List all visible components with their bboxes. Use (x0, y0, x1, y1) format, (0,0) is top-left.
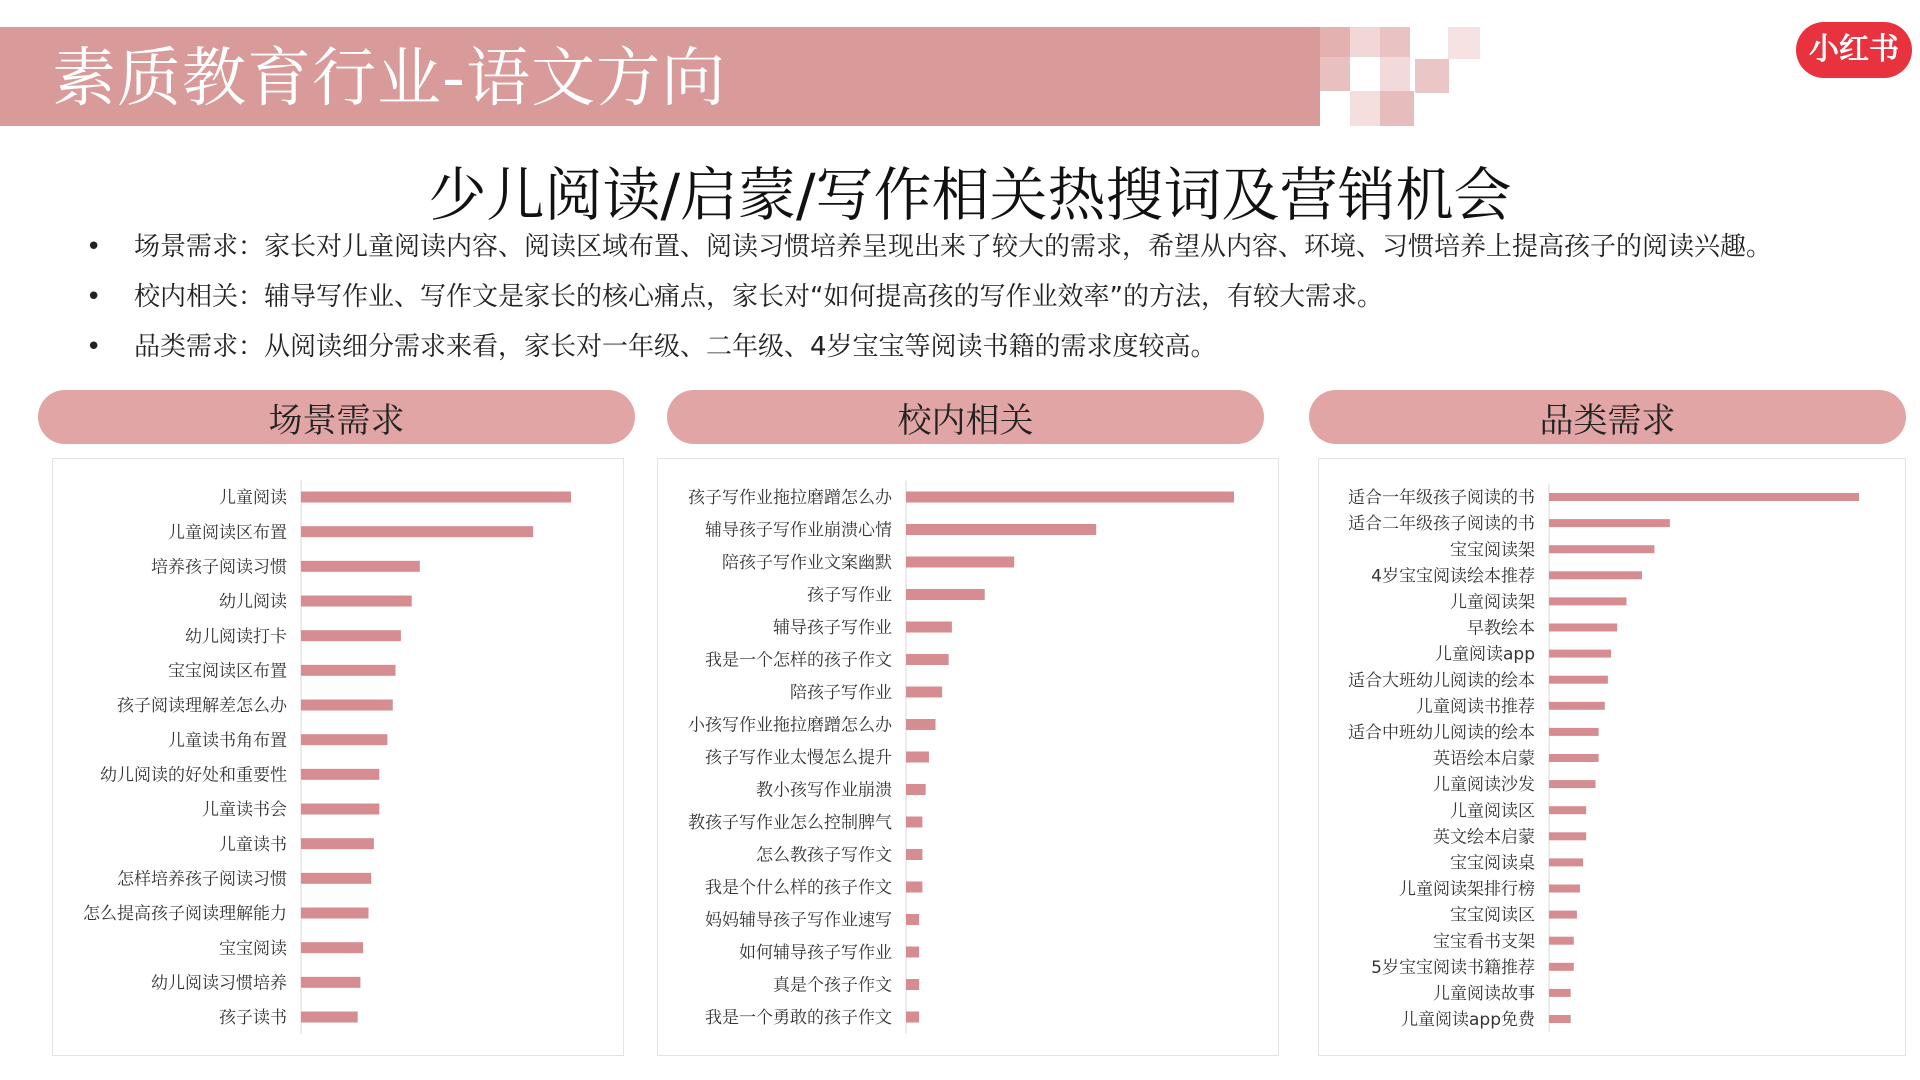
category-label: 5岁宝宝阅读书籍推荐 (1371, 957, 1535, 978)
bar (906, 654, 949, 665)
category-label: 儿童阅读故事 (1433, 984, 1535, 1005)
chart-panel-scene (52, 458, 624, 1056)
bar (301, 769, 379, 780)
bar (1549, 963, 1574, 971)
bar (906, 849, 922, 860)
decor-square (1380, 91, 1414, 126)
category-label: 如何辅导孩子写作业 (739, 943, 892, 964)
bar (301, 630, 401, 641)
category-label: 孩子写作业太慢怎么提升 (705, 748, 892, 769)
bar (1549, 989, 1571, 997)
bar-chart-school (658, 459, 1278, 1055)
bar (301, 492, 571, 503)
category-label: 宝宝看书支架 (1433, 931, 1535, 952)
bar-chart-scene (53, 459, 623, 1055)
category-label: 适合中班幼儿阅读的绘本 (1348, 723, 1535, 744)
category-label: 教孩子写作业怎么控制脾气 (688, 813, 892, 834)
section-pill-category (1309, 390, 1906, 444)
category-label: 幼儿阅读打卡 (185, 626, 287, 647)
bar (301, 734, 387, 745)
bar (1549, 493, 1859, 501)
decor-square (1380, 57, 1410, 91)
bar (906, 947, 919, 958)
category-label: 小孩写作业拖拉磨蹭怎么办 (688, 715, 892, 736)
chart-panel-school (657, 458, 1279, 1056)
bar-chart-category (1319, 459, 1905, 1055)
category-label: 早教绘本 (1467, 618, 1535, 639)
category-label: 陪孩子写作业 (790, 683, 892, 704)
category-label: 孩子阅读理解差怎么办 (117, 696, 287, 717)
category-label: 儿童读书角布置 (168, 730, 287, 751)
bullet-item (86, 272, 1876, 322)
page-header-title: 素质教育行业-语文方向 (52, 42, 727, 116)
bar (301, 804, 379, 815)
bar (906, 752, 929, 763)
bar (1549, 1015, 1571, 1023)
category-label: 陪孩子写作业文案幽默 (722, 553, 892, 574)
category-label: 怎样培养孩子阅读习惯 (117, 869, 287, 890)
bar (906, 719, 936, 730)
bullet-list (86, 222, 1876, 372)
bar (1549, 702, 1605, 710)
bar (906, 979, 919, 990)
bar (1549, 780, 1596, 788)
decor-square (1350, 27, 1380, 57)
bullet-item (86, 322, 1876, 372)
category-label: 宝宝阅读架 (1450, 540, 1535, 561)
section-title-category: 品类需求 (1539, 401, 1676, 441)
category-label: 儿童阅读app免费 (1401, 1010, 1535, 1031)
chart-panel-category (1318, 458, 1906, 1056)
bar (1549, 519, 1670, 527)
category-label: 宝宝阅读区布置 (168, 661, 287, 682)
category-label: 真是个孩子作文 (773, 975, 892, 996)
section-title-scene: 场景需求 (268, 401, 405, 441)
bar (906, 817, 922, 828)
category-label: 宝宝阅读区 (1450, 905, 1535, 926)
bullet-dot: • (86, 232, 102, 262)
category-label: 儿童阅读app (1435, 644, 1535, 665)
section-title-school: 校内相关 (897, 401, 1034, 441)
category-label: 我是个什么样的孩子作文 (705, 878, 892, 899)
main-title: 少儿阅读/启蒙/写作相关热搜词及营销机会 (428, 161, 1512, 229)
bar (1549, 571, 1642, 579)
bullet-text: 场景需求：家长对儿童阅读内容、阅读区域布置、阅读习惯培养呈现出来了较大的需求，希望从内容、环境、习惯培养上提高孩子的阅读兴趣。 (134, 232, 1773, 262)
bar (1549, 885, 1580, 893)
category-label: 辅导孩子写作业崩溃心情 (705, 520, 892, 541)
decor-square (1320, 27, 1350, 57)
category-label: 幼儿阅读的好处和重要性 (100, 765, 287, 786)
bar (1549, 624, 1617, 632)
category-label: 适合一年级孩子阅读的书 (1348, 488, 1535, 509)
bar (906, 557, 1014, 568)
bar (1549, 937, 1574, 945)
bar (301, 665, 396, 676)
category-label: 我是一个怎样的孩子作文 (705, 650, 892, 671)
category-label: 孩子写作业拖拉磨蹭怎么办 (688, 488, 892, 509)
category-label: 儿童读书 (219, 834, 287, 855)
category-label: 怎么教孩子写作文 (756, 845, 892, 866)
bar (301, 526, 533, 537)
category-label: 儿童阅读沙发 (1433, 775, 1535, 796)
category-label: 适合二年级孩子阅读的书 (1348, 514, 1535, 535)
category-label: 培养孩子阅读习惯 (151, 557, 287, 578)
decor-square (1380, 27, 1410, 57)
bar (1549, 754, 1599, 762)
bar (1549, 911, 1577, 919)
category-label: 幼儿阅读习惯培养 (151, 973, 287, 994)
xiaohongshu-logo: 小红书 (1796, 22, 1912, 78)
category-label: 孩子读书 (219, 1008, 287, 1029)
bar (906, 1012, 919, 1023)
bullet-text: 校内相关：辅导写作业、写作文是家长的核心痛点，家长对“如何提高孩的写作业效率”的方法，有较大需求。 (134, 282, 1383, 312)
bar (301, 561, 420, 572)
category-label: 儿童阅读架排行榜 (1399, 879, 1535, 900)
category-label: 孩子写作业 (807, 585, 892, 606)
bar (906, 784, 926, 795)
bar (301, 700, 393, 711)
category-label: 妈妈辅导孩子写作业速写 (705, 910, 892, 931)
bar (1549, 650, 1611, 658)
category-label: 适合大班幼儿阅读的绘本 (1348, 670, 1535, 691)
decor-square (1320, 57, 1350, 91)
bar (1549, 858, 1583, 866)
category-label: 宝宝阅读桌 (1450, 853, 1535, 874)
category-label: 儿童阅读 (219, 488, 287, 509)
bar (301, 1012, 358, 1023)
bar (1549, 806, 1586, 814)
bar (906, 687, 942, 698)
bullet-item (86, 222, 1876, 272)
bullet-text: 品类需求：从阅读细分需求来看，家长对一年级、二年级、4岁宝宝等阅读书籍的需求度较高。 (134, 332, 1217, 362)
category-label: 教小孩写作业崩溃 (756, 780, 892, 801)
category-label: 英文绘本启蒙 (1433, 827, 1535, 848)
category-label: 怎么提高孩子阅读理解能力 (83, 904, 287, 925)
decor-square (1350, 91, 1380, 126)
category-label: 儿童阅读区 (1450, 801, 1535, 822)
bar (301, 977, 360, 988)
bullet-dot: • (86, 332, 102, 362)
bar (1549, 728, 1599, 736)
bar (906, 524, 1096, 535)
bar (1549, 676, 1608, 684)
category-label: 儿童读书会 (202, 800, 287, 821)
category-label: 我是一个勇敢的孩子作文 (705, 1008, 892, 1029)
category-label: 儿童阅读书推荐 (1416, 696, 1535, 717)
bar (906, 492, 1234, 503)
category-label: 儿童阅读架 (1450, 592, 1535, 613)
section-pill-school (667, 390, 1264, 444)
bar (906, 589, 985, 600)
category-label: 幼儿阅读 (219, 592, 287, 613)
bar (906, 882, 922, 893)
bar (301, 873, 371, 884)
bar (1549, 597, 1627, 605)
bullet-dot: • (86, 282, 102, 312)
decor-square (1448, 27, 1480, 59)
section-pill-scene (38, 390, 635, 444)
bar (906, 622, 952, 633)
category-label: 4岁宝宝阅读绘本推荐 (1371, 566, 1535, 587)
bar (906, 914, 919, 925)
bar (301, 908, 369, 919)
bar (1549, 545, 1654, 553)
bar (301, 596, 412, 607)
bar (1549, 832, 1586, 840)
category-label: 儿童阅读区布置 (168, 522, 287, 543)
decor-square (1415, 59, 1449, 93)
category-label: 宝宝阅读 (219, 938, 287, 959)
category-label: 辅导孩子写作业 (773, 618, 892, 639)
category-label: 英语绘本启蒙 (1433, 749, 1535, 770)
bar (301, 942, 363, 953)
bar (301, 838, 374, 849)
